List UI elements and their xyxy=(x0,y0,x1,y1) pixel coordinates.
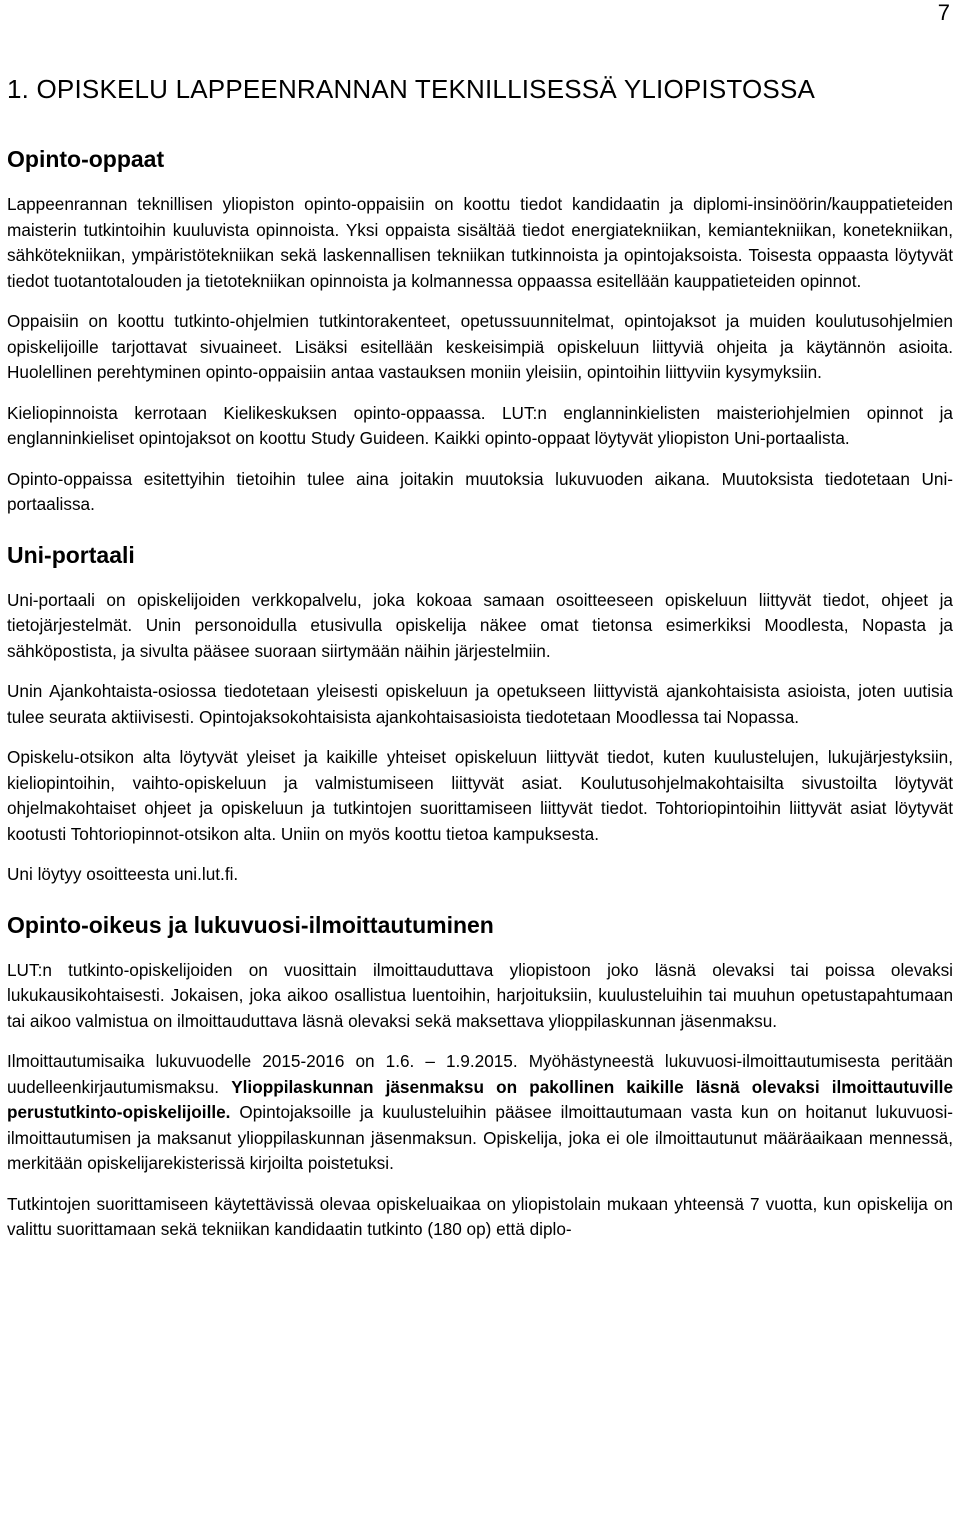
paragraph-text: Opintojaksoille ja kuulusteluihin pääsee ilmoittautumaan vasta kun on hoitanut lukuvuosi-ilmoittautumisen ja maksanut ylioppilaskunnan jäsenmaksun. Opiskelija, joka ei ole ilmoittautunut määräaikaan mennessä, merkitään opiskelijarekisterissä kirjoilta poistetuksi. xyxy=(7,1102,953,1173)
paragraph: Opiskelu-otsikon alta löytyvät yleiset ja kaikille yhteiset opiskeluun liittyvät tiedot, kuten kuulustelujen, lukujärjestyksiin, kieliopintoihin, vaihto-opiskeluun ja valmistumiseen liittyvät asiat. Koulutusohjelmakohtaisilta sivustoilta löytyvät ohjelmakohtaiset ohjeet ja opiskeluun ja tutkintojen suorittamiseen liittyvät tiedot. Tohtoriopintoihin liittyvät asiat löytyvät kootusti Tohtoriopinnot-otsikon alta. Uniin on myös koottu tietoa kampuksesta. xyxy=(7,747,953,844)
paragraph: Tutkintojen suorittamiseen käytettävissä olevaa opiskeluaikaa on yliopistolain mukaan yhteensä 7 vuotta, kun opiskelija on valittu suorittamaan sekä tekniikan kandidaatin tutkinto (180 op) että diplo- xyxy=(7,1193,953,1239)
emphasized-text: Ylioppilaskunnan jäsenmaksu on pakollinen kaikille läsnä olevaksi ilmoittautuville perustutkinto-opiskelijoille. xyxy=(7,1076,954,1122)
paragraph: Lappeenrannan teknillisen yliopiston opinto-oppaisiin on koottu tiedot kandidaatin ja diplomi-insinöörin/kauppatieteiden maisterin tutkintoihin kuuluvista opinnoista. Yksi oppaista sisältää tiedot energiatekniikan, kemiantekniikan, konetekniikan, sähkötekniikan, ympäristötekniikan sekä laskennallisen tekniikan tutkinnoista ja opintojaksoista. Toisesta oppaasta löytyvät tiedot tuotantotalouden ja tietotekniikan opinnoista ja kolmannessa oppaassa esitellään kauppatieteiden opinnot. xyxy=(7,194,953,291)
paragraph: LUT:n tutkinto-opiskelijoiden on vuosittain ilmoittauduttava yliopistoon joko läsnä olevaksi tai poissa olevaksi lukukausikohtaisesti. Jokaisen, joka aikoo osallistua luentoihin, harjoituksiin, kuulusteluihin tai muuhun opetustapahtumaan tai aikoo valmistua on ilmoittauduttava läsnä olevaksi sekä maksettava ylioppilaskunnan jäsenmaksu. xyxy=(7,959,953,1031)
page-number: 7 xyxy=(937,0,950,25)
section-heading-opinto-oppaat: Opinto-oppaat xyxy=(7,146,165,172)
paragraph: Uni löytyy osoitteesta uni.lut.fi. xyxy=(7,864,239,884)
paragraph: Unin Ajankohtaista-osiossa tiedotetaan yleisesti opiskeluun ja opetukseen liittyvistä ajankohtaisista asioista, joten uutisia tulee seurata aktiivisesti. Opintojaksokohtaisista ajankohtaisasioista tiedotetaan Moodlessa tai Nopassa. xyxy=(7,681,953,727)
paragraph: Uni-portaali on opiskelijoiden verkkopalvelu, joka kokoaa samaan osoitteeseen opiskeluun liittyvät tiedot, ohjeet ja tietojärjestelmät. Unin personoidulla etusivulla opiskelija näkee omat tietonsa esimerkiksi Moodlesta, Nopasta ja sähköpostista, ja sivulta pääsee suoraan siirtymään näihin järjestelmiin. xyxy=(7,589,953,661)
section-heading-uni-portaali: Uni-portaali xyxy=(7,541,135,568)
section-heading-opinto-oikeus: Opinto-oikeus ja lukuvuosi-ilmoittautuminen xyxy=(7,911,494,938)
document-body xyxy=(7,72,953,1258)
paragraph: Oppaisiin on koottu tutkinto-ohjelmien tutkintorakenteet, opetussuunnitelmat, opintojaksot ja muiden koulutusohjelmien opiskelijoille tarjottavat sivuaineet. Lisäksi esitellään keskeisimpiä opiskeluun liittyviä ohjeita ja käytännön asioita. Huolellinen perehtyminen opinto-oppaisiin antaa vastauksen moniin yleisiin, opintoihin liittyviin kysymyksiin. xyxy=(7,311,953,382)
paragraph: Opinto-oppaissa esitettyihin tietoihin tulee aina joitakin muutoksia lukuvuoden aikana. Muutoksista tiedotetaan Uni-portaalissa. xyxy=(7,468,953,514)
paragraph-text: Ilmoittautumisaika lukuvuodelle 2015-2016 on 1.6. – 1.9.2015. Myöhästyneestä lukuvuosi-ilmoittautumisesta peritään uudelleenkirjautumismaksu. xyxy=(7,1051,953,1097)
paragraph: Kieliopinnoista kerrotaan Kielikeskuksen opinto-oppaassa. LUT:n englanninkielisten maisteriohjelmien opinnot ja englanninkieliset opintojaksot on koottu Study Guideen. Kaikki opinto-oppaat löytyvät yliopiston Uni-portaalista. xyxy=(7,402,953,448)
paragraph xyxy=(7,1049,953,1177)
chapter-title: 1. OPISKELU LAPPEENRANNAN TEKNILLISESSÄ YLIOPISTOSSA xyxy=(7,74,816,104)
